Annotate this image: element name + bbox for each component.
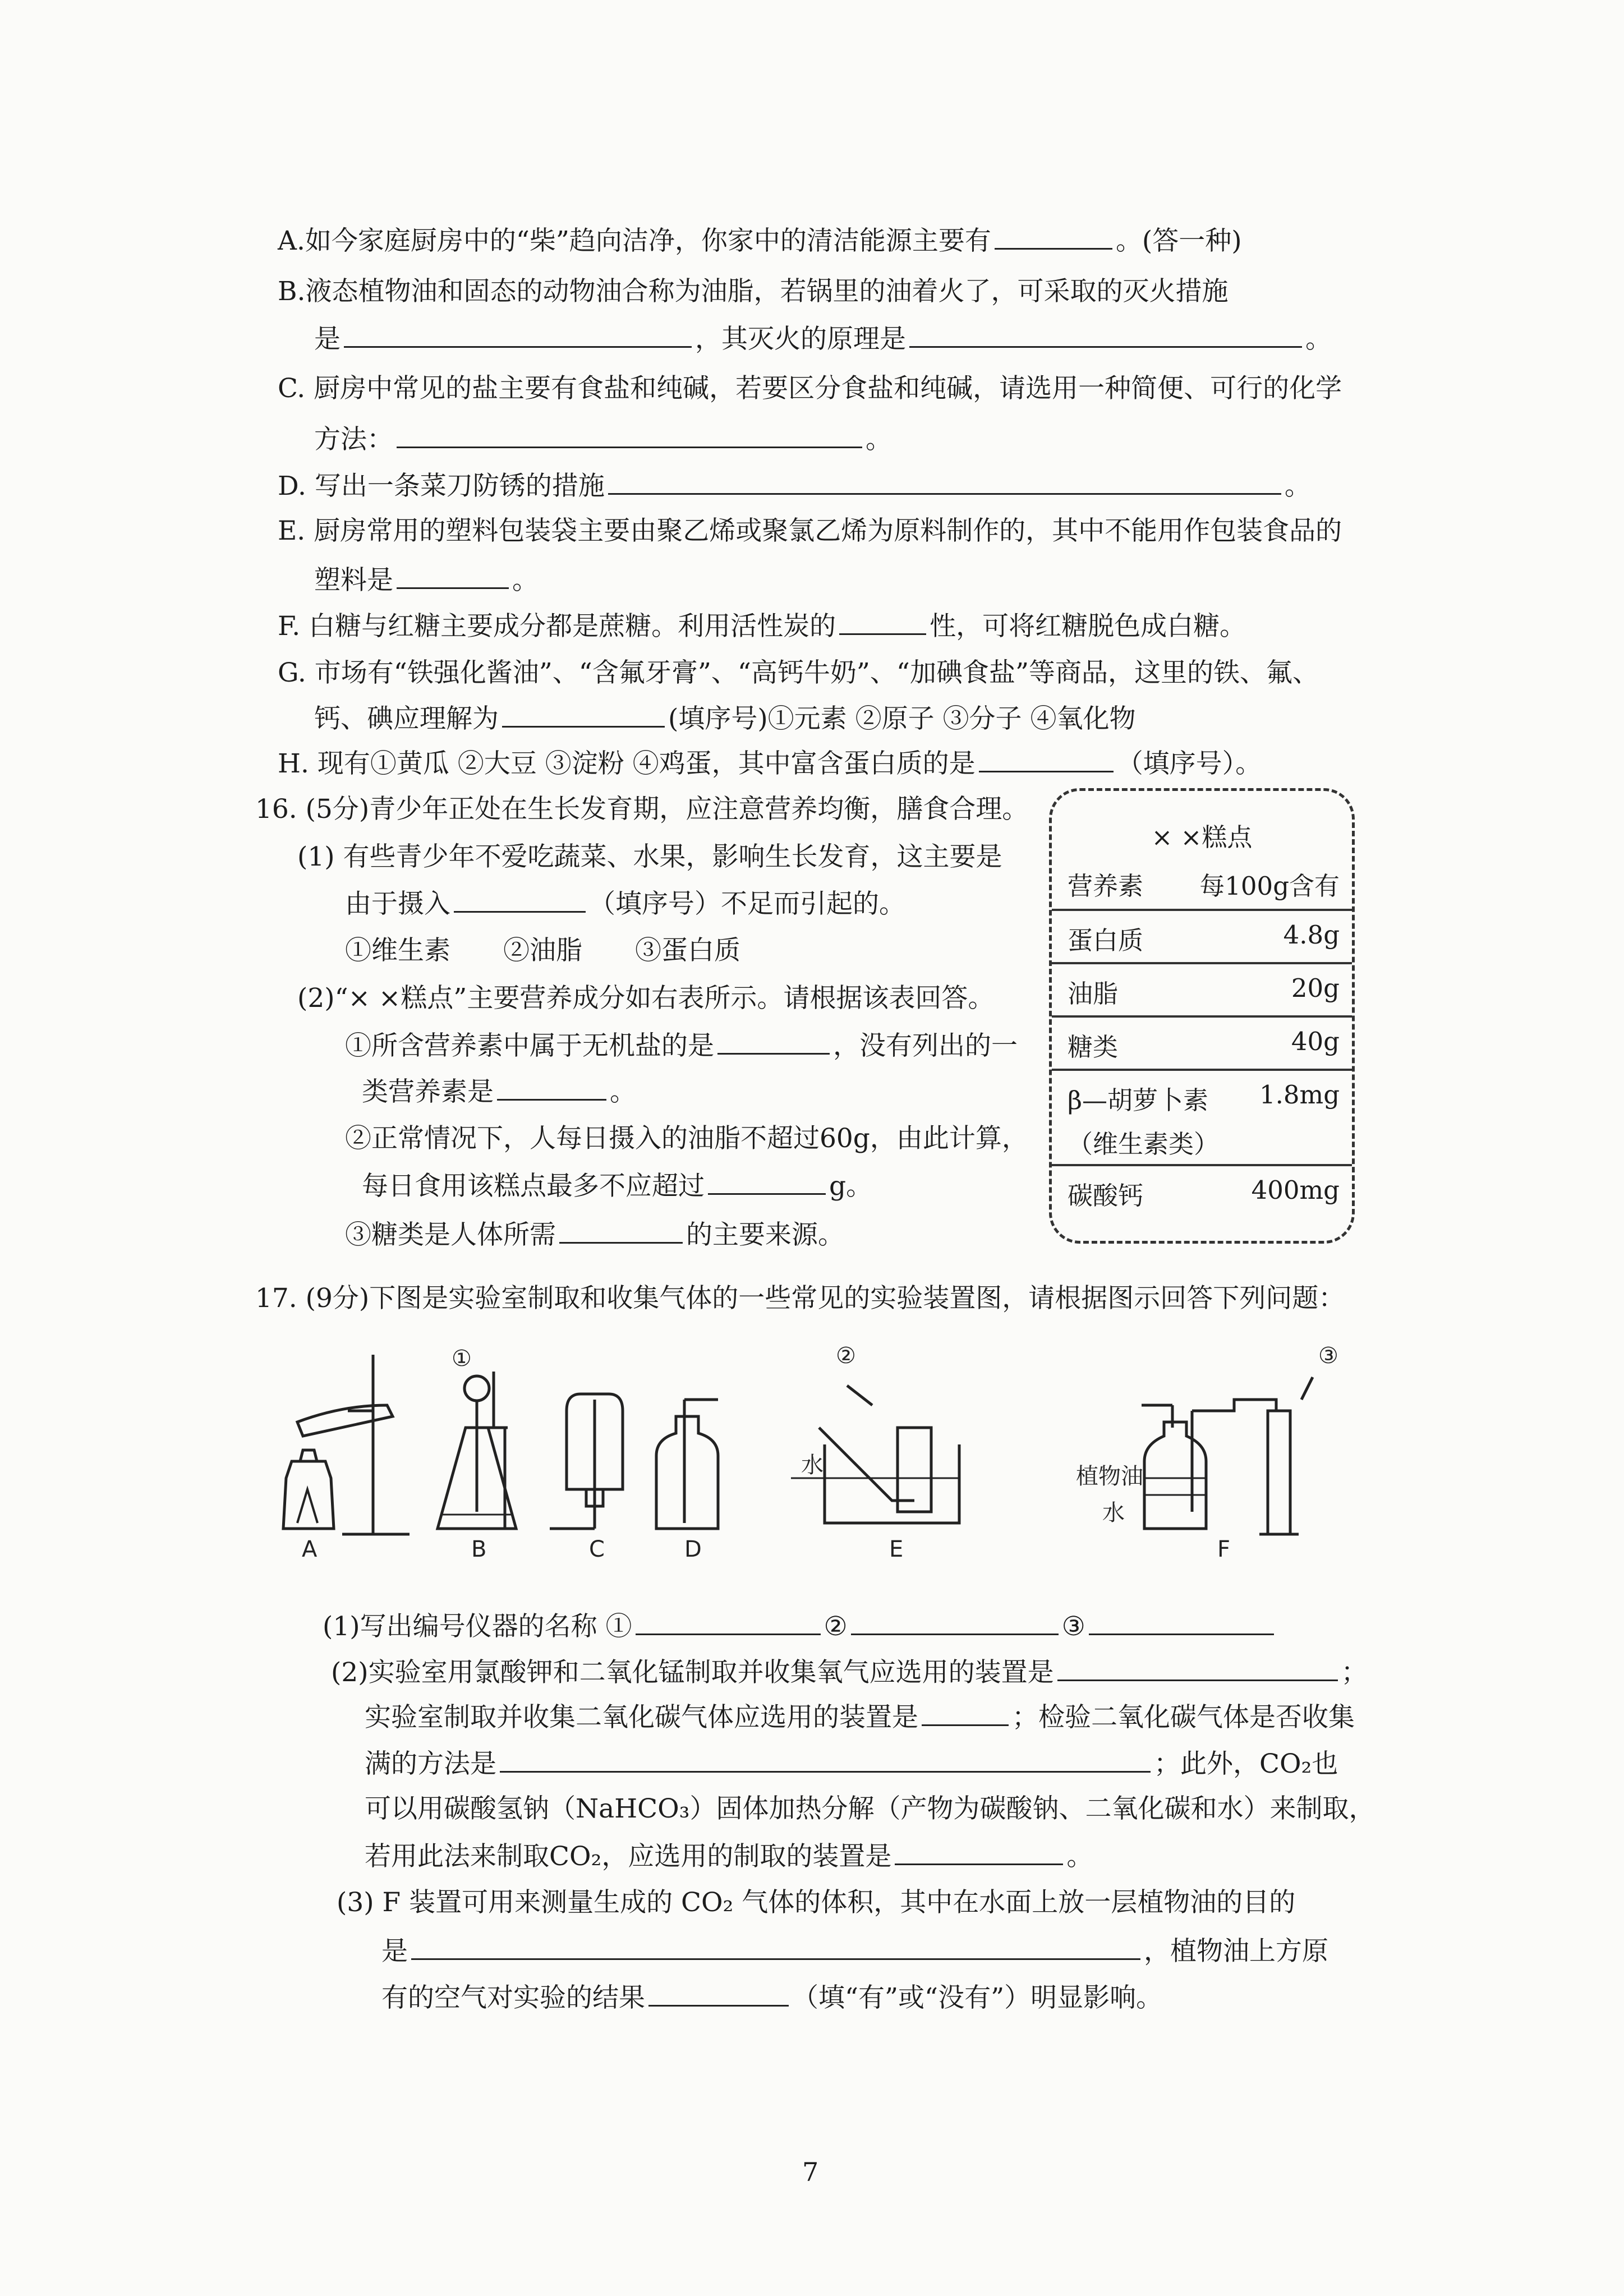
answer-blank[interactable]	[1089, 1609, 1274, 1635]
q16-part1-line2: 由于摄入 （填序号）不足而引起的。	[345, 886, 905, 921]
item-d: D. 写出一条菜刀防锈的措施 。	[278, 468, 1311, 503]
label-f: F	[1217, 1536, 1231, 1562]
q16-part2-d: 每日食用该糕点最多不应超过 g。	[362, 1168, 872, 1203]
q17-part2-line4: 可以用碳酸氢钠（NaHCO₃）固体加热分解（产物为碳酸钠、二氧化碳和水）来制取，	[365, 1793, 1375, 1824]
table-row: 糖类 40g	[1068, 1027, 1340, 1062]
item-c-line2: 方法： 。	[314, 422, 892, 457]
q17-part1: (1)写出编号仪器的名称 ① ② ③	[323, 1609, 1277, 1644]
label-d: D	[684, 1536, 702, 1562]
answer-blank[interactable]	[717, 1028, 830, 1055]
q16-part2-b: 类营养素是 。	[362, 1074, 636, 1109]
question-16: 16. (5分)青少年正处在生长发育期，应注意营养均衡，膳食合理。	[255, 794, 1029, 825]
table-title: × ×糕点	[1151, 822, 1253, 852]
q17-part3-line3: 有的空气对实验的结果 （填“有”或“没有”）明显影响。	[381, 1980, 1162, 2015]
label-2: ②	[836, 1343, 856, 1369]
item-h: H. 现有①黄瓜 ②大豆 ③淀粉 ④鸡蛋，其中富含蛋白质的是 （填序号）。	[278, 746, 1262, 781]
item-g-line1: G. 市场有“铁强化酱油”、“含氟牙膏”、“高钙牛奶”、“加碘食盐”等商品，这里的铁、氟、	[278, 657, 1319, 688]
apparatus-diagram	[258, 1343, 1358, 1585]
answer-blank[interactable]	[411, 1934, 1140, 1960]
answer-blank[interactable]	[608, 468, 1281, 495]
item-e-line1: E. 厨房常用的塑料包装袋主要由聚乙烯或聚氯乙烯为原料制作的，其中不能用作包装食品的	[278, 516, 1342, 546]
item-a: A.如今家庭厨房中的“柴”趋向洁净，你家中的清洁能源主要有 。(答一种)	[278, 223, 1242, 258]
q16-part2-a: ①所含营养素中属于无机盐的是 ，没有列出的一	[345, 1028, 1018, 1063]
item-e-line2: 塑料是 。	[314, 563, 539, 597]
nutrition-table	[1049, 788, 1355, 1244]
apparatus-a	[283, 1355, 410, 1562]
answer-blank[interactable]	[648, 1980, 789, 2007]
page-number: 7	[802, 2157, 819, 2187]
q17-part2-line5: 若用此法来制取CO₂，应选用的制取的装置是 。	[365, 1839, 1093, 1874]
apparatus-c	[550, 1394, 623, 1562]
table-row: 油脂 20g	[1068, 973, 1340, 1009]
q16-part2-e: ③糖类是人体所需 的主要来源。	[345, 1217, 844, 1252]
label-3: ③	[1318, 1343, 1338, 1369]
answer-blank[interactable]	[559, 1217, 683, 1244]
answer-blank[interactable]	[839, 609, 926, 635]
q17-part3-line2: 是 ，植物油上方原	[381, 1934, 1328, 1968]
question-17: 17. (9分)下图是实验室制取和收集气体的一些常见的实验装置图，请根据图示回答下列问题：	[255, 1283, 1345, 1314]
q17-part2-line3: 满的方法是 ；此外，CO₂也	[365, 1746, 1338, 1781]
q16-part1-line1: (1) 有些青少年不爱吃蔬菜、水果，影响生长发育，这主要是	[297, 841, 1002, 872]
apparatus-d	[656, 1400, 718, 1562]
label-e: E	[889, 1536, 904, 1562]
apparatus-f	[1076, 1343, 1338, 1562]
answer-blank[interactable]	[922, 1700, 1009, 1726]
answer-blank[interactable]	[397, 563, 509, 589]
item-b-line1: B.液态植物油和固态的动物油合称为油脂，若锅里的油着火了，可采取的灭火措施	[278, 276, 1229, 307]
answer-blank[interactable]	[636, 1609, 821, 1635]
item-g-line2: 钙、碘应理解为 (填序号)①元素 ②原子 ③分子 ④氧化物	[314, 701, 1136, 736]
q16-part2-c: ②正常情况下，人每日摄入的油脂不超过60g，由此计算，	[345, 1123, 1028, 1154]
answer-blank[interactable]	[995, 223, 1112, 250]
label-a: A	[302, 1536, 318, 1562]
table-row: （维生素类）	[1068, 1129, 1220, 1159]
item-f: F. 白糖与红糖主要成分都是蔗糖。利用活性炭的 性，可将红糖脱色成白糖。	[278, 609, 1246, 643]
answer-blank[interactable]	[708, 1168, 826, 1195]
answer-blank[interactable]	[979, 746, 1114, 772]
q17-part2-line2: 实验室制取并收集二氧化碳气体应选用的装置是 ；检验二氧化碳气体是否收集	[365, 1700, 1355, 1734]
label-water-f: 水	[1102, 1500, 1125, 1526]
item-b-line2: 是 ，其灭火的原理是 。	[314, 321, 1332, 356]
answer-blank[interactable]	[344, 321, 692, 348]
label-oil: 植物油	[1076, 1464, 1143, 1489]
answer-blank[interactable]	[397, 422, 862, 448]
q16-part2-intro: (2)“× ×糕点”主要营养成分如右表所示。请根据该表回答。	[297, 983, 995, 1014]
table-row: 蛋白质 4.8g	[1068, 920, 1340, 955]
label-1: ①	[452, 1346, 472, 1372]
q17-part3-line1: (3) F 装置可用来测量生成的 CO₂ 气体的体积，其中在水面上放一层植物油的目的	[337, 1887, 1296, 1918]
table-header: 营养素 每100g含有	[1068, 871, 1340, 901]
answer-blank[interactable]	[502, 701, 665, 728]
answer-blank[interactable]	[895, 1839, 1063, 1865]
answer-blank[interactable]	[909, 321, 1302, 348]
apparatus-b	[438, 1346, 516, 1562]
label-b: B	[471, 1536, 487, 1562]
answer-blank[interactable]	[1057, 1655, 1338, 1681]
answer-blank[interactable]	[851, 1609, 1059, 1635]
answer-blank[interactable]	[454, 886, 586, 913]
table-row: 碳酸钙 400mg	[1068, 1175, 1340, 1211]
label-water-e: 水	[801, 1452, 823, 1478]
label-c: C	[589, 1536, 605, 1562]
table-row: β—胡萝卜素 1.8mg	[1068, 1080, 1340, 1115]
item-c-line1: C. 厨房中常见的盐主要有食盐和纯碱，若要区分食盐和纯碱，请选用一种简便、可行的化学	[278, 373, 1342, 404]
answer-blank[interactable]	[497, 1074, 606, 1101]
apparatus-e	[791, 1343, 959, 1562]
answer-blank[interactable]	[500, 1746, 1151, 1773]
q16-part1-options: ①维生素 ②油脂 ③蛋白质	[345, 935, 740, 966]
q17-part2-line1: (2)实验室用氯酸钾和二氧化锰制取并收集氧气应选用的装置是 ；	[331, 1655, 1368, 1690]
